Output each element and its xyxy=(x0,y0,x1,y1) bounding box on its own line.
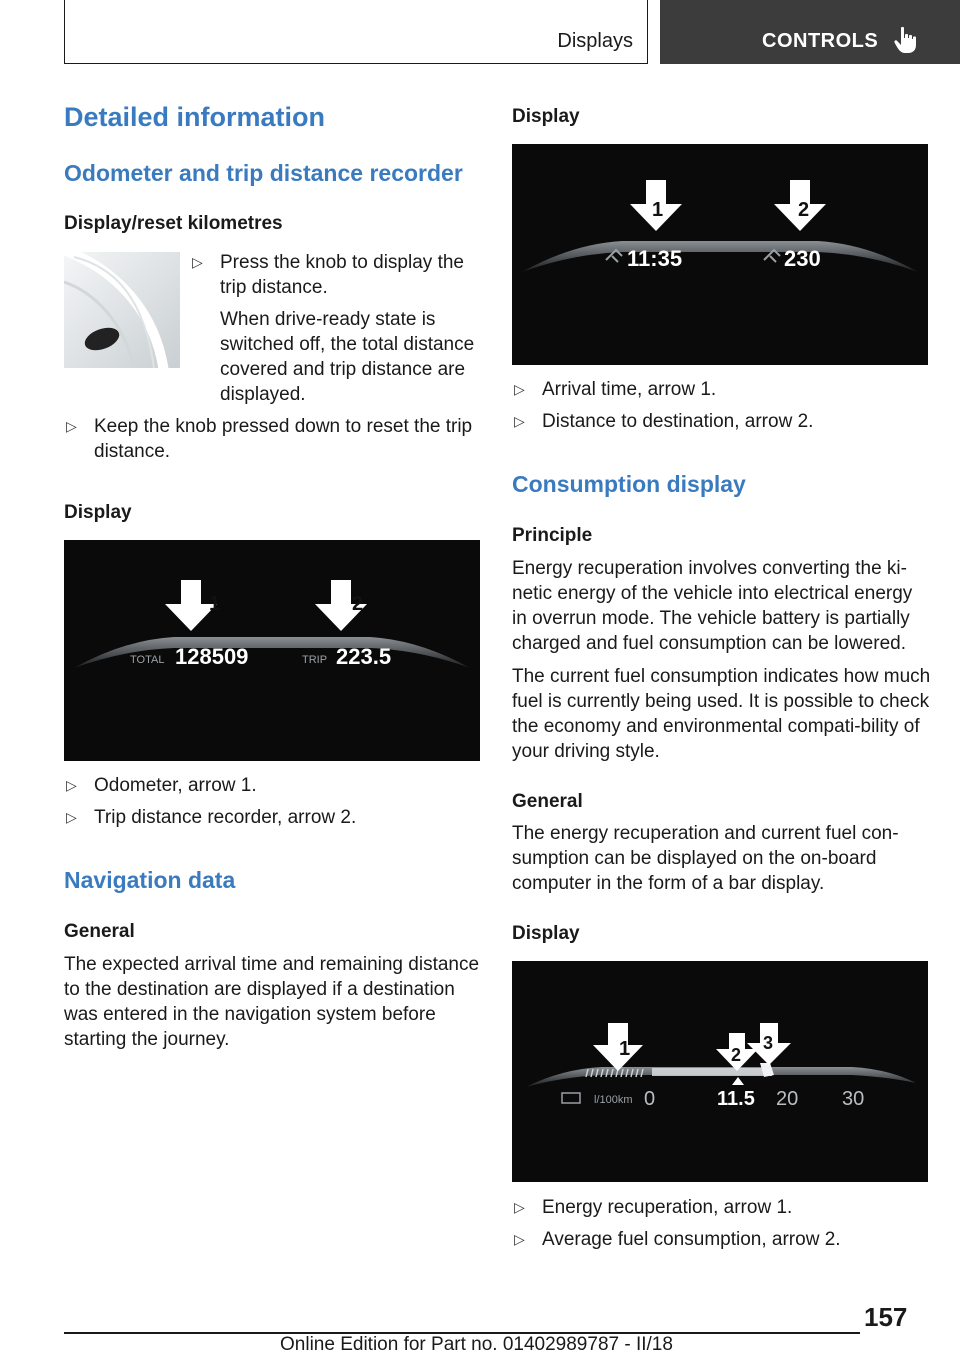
list-item-continuation: When drive-ready state is switched off, the total distance covered and trip distance are displayed. xyxy=(220,309,475,405)
arrow-3-label: 3 xyxy=(763,1033,774,1053)
average-marker xyxy=(732,1077,744,1085)
triangle-bullet-icon: ▷ xyxy=(192,254,203,270)
arrow-1-label: 1 xyxy=(209,593,221,615)
knob-photo xyxy=(64,252,180,368)
consumption-value: 11.5 xyxy=(717,1088,755,1110)
triangle-bullet-icon: ▷ xyxy=(514,1199,525,1215)
list-item: ▷ Keep the knob pressed down to reset the trip distance. xyxy=(66,416,473,462)
total-value: 128509 xyxy=(175,644,249,669)
tick-20: 20 xyxy=(776,1088,799,1110)
triangle-bullet-icon: ▷ xyxy=(514,413,525,429)
heading-navigation-data: Navigation data xyxy=(64,867,236,893)
arrival-time-value: 11:35 xyxy=(627,246,683,271)
consumption-bar xyxy=(652,1068,772,1076)
arrow-1-label: 1 xyxy=(619,1038,631,1060)
navigation-data-text: The expected arrival time and remaining distance to the destination are displayed if a destination was entered in the navigation system before starting the journey. xyxy=(64,954,480,1050)
unit-label: l/100km xyxy=(594,1094,633,1106)
footer-edition: Online Edition for Part no. 01402989787 - II/18 xyxy=(280,1334,673,1355)
principle-paragraph-2: The current fuel consumption indicates how much fuel is currently being used. It is possible to check the economy and environmental compati-bility of your driving style. xyxy=(512,666,931,762)
consumption-display-image xyxy=(512,961,928,1182)
heading-general: General xyxy=(64,921,135,942)
list-item: ▷ Average fuel consumption, arrow 2. xyxy=(514,1229,841,1250)
total-label: TOTAL xyxy=(130,654,165,666)
list-item: ▷ Press the knob to display the trip distance. xyxy=(192,252,464,298)
heading-display-reset: Display/reset kilometres xyxy=(64,213,283,234)
triangle-bullet-icon: ▷ xyxy=(66,777,77,793)
list-item: ▷ Distance to destination, arrow 2. xyxy=(514,411,814,432)
heading-consumption-display: Consumption display xyxy=(512,471,746,497)
heading-principle: Principle xyxy=(512,525,593,546)
triangle-bullet-icon: ▷ xyxy=(66,809,77,825)
heading-display: Display xyxy=(64,502,132,523)
knob-illustration xyxy=(64,252,180,368)
pointing-hand-icon xyxy=(894,26,918,54)
page-number: 157 xyxy=(864,1302,908,1332)
arrow-1-icon xyxy=(593,1023,643,1071)
general-paragraph: The energy recuperation and current fuel con-sumption can be displayed on the on-board computer in the form of a bar display. xyxy=(512,823,899,894)
header-section-title: Displays xyxy=(557,30,633,52)
heading-display: Display xyxy=(512,106,580,127)
triangle-bullet-icon: ▷ xyxy=(66,418,77,434)
header-section-box xyxy=(64,0,648,64)
section-heading-detailed-information: Detailed information xyxy=(64,102,326,132)
triangle-bullet-icon: ▷ xyxy=(514,381,525,397)
arrow-1-label: 1 xyxy=(652,199,664,221)
arrow-2-label: 2 xyxy=(731,1045,742,1065)
battery-icon xyxy=(562,1093,580,1103)
trip-label: TRIP xyxy=(302,654,328,666)
header-chapter-title: CONTROLS xyxy=(762,30,879,52)
tick-30: 30 xyxy=(842,1088,865,1110)
principle-paragraph-1: Energy recuperation involves converting the ki-netic energy of the vehicle into electrical energy in overrun mode. The vehicle battery is partially charged and fuel consumption can be lowered. xyxy=(512,558,913,654)
odometer-display-image xyxy=(64,540,480,761)
list-item: ▷ Energy recuperation, arrow 1. xyxy=(514,1197,793,1218)
arrow-2-label: 2 xyxy=(798,199,810,221)
trip-value: 223.5 xyxy=(336,644,392,669)
triangle-bullet-icon: ▷ xyxy=(514,1231,525,1247)
list-item: ▷ Trip distance recorder, arrow 2. xyxy=(66,807,357,828)
distance-value: 230 xyxy=(784,246,821,271)
list-item: ▷ Arrival time, arrow 1. xyxy=(514,379,717,400)
tick-0: 0 xyxy=(644,1088,656,1110)
list-item: ▷ Odometer, arrow 1. xyxy=(66,775,257,796)
arrow-2-label: 2 xyxy=(352,593,364,615)
heading-general: General xyxy=(512,791,583,812)
heading-odometer-trip: Odometer and trip distance recorder xyxy=(64,160,463,186)
heading-display: Display xyxy=(512,923,580,944)
header-chapter-box xyxy=(660,0,960,64)
navigation-display-image xyxy=(512,144,928,365)
